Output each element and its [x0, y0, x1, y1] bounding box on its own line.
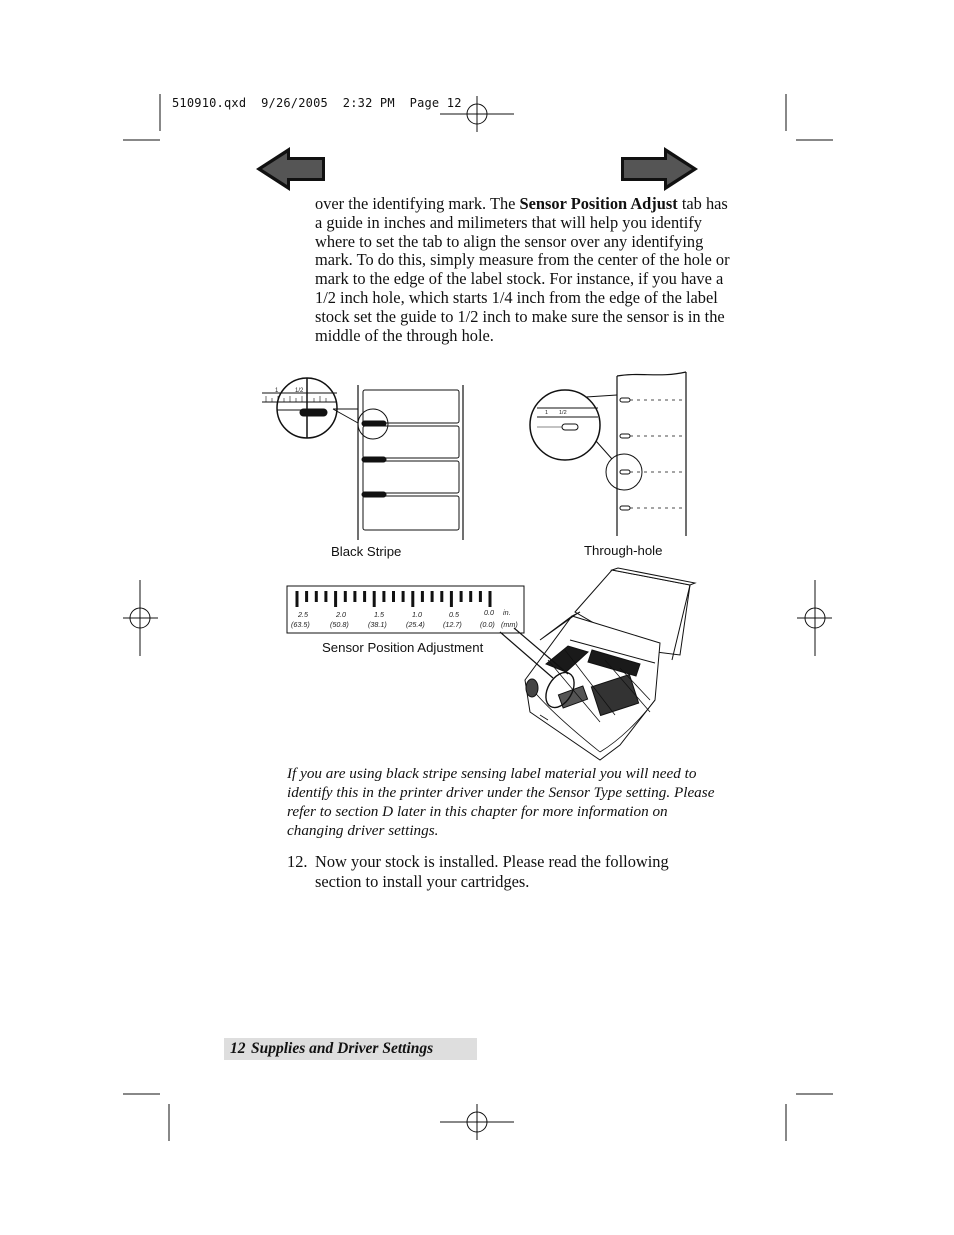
ruler-tick	[373, 591, 376, 607]
step-text: Now your stock is installed. Please read the following section to install your cartridges.	[315, 852, 669, 891]
ruler-in-1-0: 1.0	[412, 610, 422, 619]
ruler-tick	[324, 591, 327, 602]
ruler-tick	[469, 591, 472, 602]
ruler-tick	[440, 591, 443, 602]
ruler-tick	[421, 591, 424, 602]
ruler-tick	[363, 591, 366, 602]
through-hole-caption: Through-hole	[584, 543, 663, 558]
through-hole-diagram	[530, 372, 686, 536]
printer-illustration	[500, 568, 695, 760]
ruler-mm-unit: (mm)	[501, 620, 518, 629]
body-paragraph	[315, 195, 733, 345]
slug-date: 9/26/2005	[261, 96, 328, 110]
black-stripe-caption: Black Stripe	[331, 544, 402, 559]
slug-page: Page 12	[409, 96, 462, 110]
black-stripe-diagram	[262, 378, 463, 540]
ruler-mm-38-1: (38.1)	[368, 620, 387, 629]
inset-mark-half: 1/2	[295, 388, 304, 394]
ruler-in-0-0: 0.0	[484, 608, 494, 617]
ruler-tick	[489, 591, 492, 607]
ruler-tick	[344, 591, 347, 602]
footer-page-number: 12	[230, 1040, 246, 1057]
previous-page-button[interactable]	[256, 147, 325, 191]
ruler-tick	[431, 591, 434, 602]
ruler-tick	[450, 591, 453, 607]
ruler-tick	[315, 591, 318, 602]
ruler-mm-0-0: (0.0)	[480, 620, 495, 629]
ruler-tick	[382, 591, 385, 602]
step-number: 12.	[287, 852, 308, 871]
slug-time: 2:32 PM	[342, 96, 395, 110]
sensor-position-caption: Sensor Position Adjustment	[322, 640, 484, 655]
ruler-mm-12-7: (12.7)	[443, 620, 462, 629]
ruler-tick	[402, 591, 405, 602]
page-footer	[224, 1038, 477, 1060]
ruler-tick	[392, 591, 395, 602]
ruler-mm-25-4: (25.4)	[406, 620, 425, 629]
ruler-mm-50-8: (50.8)	[330, 620, 349, 629]
paragraph-rest: tab has a guide in inches and milimeters that will help you identify where to set the tab to align the sensor over any identifying mark. To do this, simply measure from the center of the hole or mark to the edge of the label stock. For instance, if you have a 1/2 inch hole, which starts 1/4 inch from the edge of the label stock set the guide to 1/2 inch to make sure the sensor is in the middle of the through hole.	[315, 194, 730, 345]
hole-inset-mark-half: 1/2	[559, 410, 567, 416]
ruler-tick	[305, 591, 308, 602]
ruler-in-1-5: 1.5	[374, 610, 384, 619]
sensor-type-note	[287, 765, 727, 841]
ruler-in-2-0: 2.0	[336, 610, 346, 619]
ruler-mm-63-5: (63.5)	[291, 620, 310, 629]
inset-mark-1: 1	[275, 388, 279, 394]
hole-inset-mark-1: 1	[545, 410, 549, 416]
ruler-in-2-5: 2.5	[298, 610, 308, 619]
ruler-tick	[296, 591, 299, 607]
paragraph-lead: over the identifying mark. The	[315, 194, 520, 213]
ruler-in-unit: in.	[503, 608, 511, 617]
next-page-button[interactable]	[621, 147, 698, 191]
ruler-tick	[479, 591, 482, 602]
footer-section-title: Supplies and Driver Settings	[251, 1040, 434, 1057]
slug-file: 510910.qxd	[172, 96, 247, 110]
ruler-tick	[411, 591, 414, 607]
note-text: If you are using black stripe sensing label material you will need to identify this in the printer driver under the Sensor Type setting. Please refer to section D later in this chapter for more information on changing driver settings.	[287, 765, 715, 839]
ruler-tick	[334, 591, 337, 607]
ruler-tick	[460, 591, 463, 602]
sensor-position-adjust-term: Sensor Position Adjust	[519, 194, 678, 213]
ruler-tick	[353, 591, 356, 602]
ruler-in-0-5: 0.5	[449, 610, 459, 619]
